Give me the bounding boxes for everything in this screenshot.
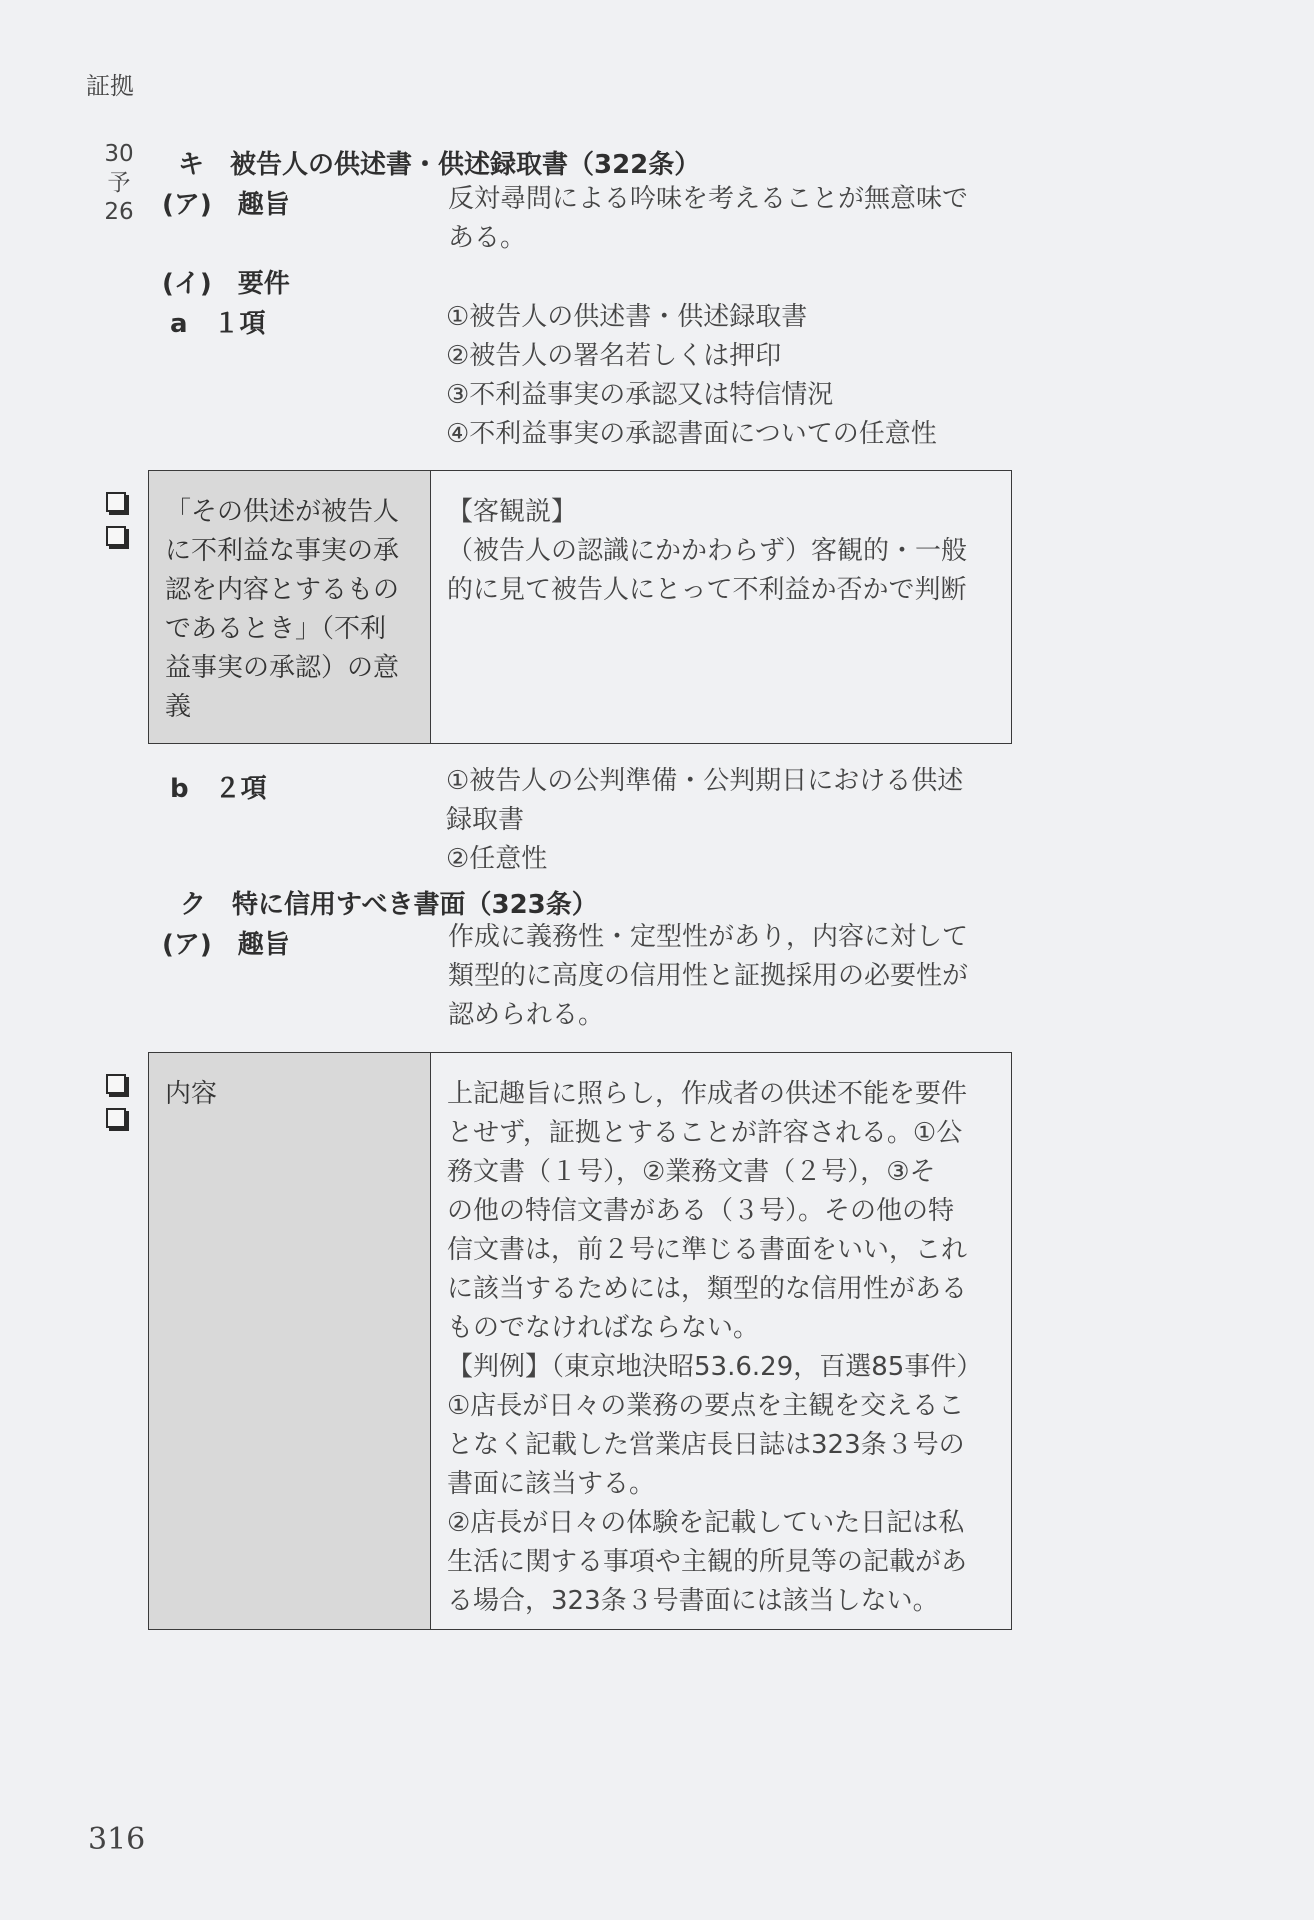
question-ref-number: 26	[104, 199, 134, 225]
text-line: とせず，証拠とすることが許容される。①公	[447, 1118, 963, 1148]
text-line: の他の特信文書がある（３号）。その他の特	[447, 1196, 955, 1226]
text-line: ある。	[448, 223, 527, 253]
definition-table	[148, 470, 1012, 744]
question-ref-type: 予	[107, 170, 131, 196]
content-term: 内容	[165, 1079, 218, 1109]
text-line: であるとき」（不利	[165, 614, 387, 644]
content-explanation	[447, 1075, 1007, 1621]
review-checkbox[interactable]	[106, 492, 126, 512]
sub-b-label: b ２項	[170, 774, 267, 804]
section-ku-title: ク 特に信用すべき書面（323条）	[180, 890, 598, 920]
page-number: 316	[88, 1822, 146, 1857]
review-checkbox[interactable]	[106, 1074, 126, 1094]
section-ki-title: キ 被告人の供述書・供述録取書（322条）	[178, 150, 701, 180]
case-citation: 【判例】（東京地決昭53.6.29，百選85事件）	[447, 1352, 983, 1382]
list-item: ②任意性	[446, 844, 548, 874]
text-line: 認められる。	[448, 1000, 605, 1030]
sub-a-list	[446, 298, 1006, 454]
text-line: 義	[165, 692, 192, 722]
text-line: 類型的に高度の信用性と証拠採用の必要性が	[448, 961, 969, 991]
section-ki-purpose-label: (ア) 趣旨	[162, 190, 290, 220]
text-line: 信文書は，前２号に準じる書面をいい，これ	[447, 1235, 968, 1265]
section-ku-purpose-label: (ア) 趣旨	[162, 930, 290, 960]
text-line: 書面に該当する。	[447, 1469, 656, 1499]
section-ki-requirements-label: (イ) 要件	[162, 269, 290, 299]
question-reference	[104, 140, 134, 227]
content-term-cell	[149, 1053, 431, 1629]
question-ref-year: 30	[104, 141, 134, 167]
review-checkbox[interactable]	[106, 526, 126, 546]
text-line: 「その供述が被告人	[165, 497, 400, 527]
text-line: （被告人の認識にかかわらず）客観的・一般	[447, 536, 968, 566]
text-line: 【客観説】	[447, 497, 578, 527]
text-line: となく記載した営業店長日誌は323条３号の	[447, 1430, 965, 1460]
text-line: ②店長が日々の体験を記載していた日記は私	[447, 1508, 965, 1538]
text-line: る場合，323条３号書面には該当しない。	[447, 1586, 939, 1616]
text-line: 的に見て被告人にとって不利益か否かで判断	[447, 575, 967, 605]
text-line: に該当するためには，類型的な信用性がある	[447, 1274, 968, 1304]
text-line: 認を内容とするもの	[165, 575, 400, 605]
list-item: ①被告人の供述書・供述録取書	[446, 302, 808, 332]
text-line: に不利益な事実の承	[165, 536, 400, 566]
list-item: ④不利益事実の承認書面についての任意性	[446, 419, 937, 449]
text-line: 作成に義務性・定型性があり，内容に対して	[448, 922, 969, 952]
definition-explanation	[447, 493, 1007, 610]
text-line: 生活に関する事項や主観的所見等の記載があ	[447, 1547, 968, 1577]
text-line: ①店長が日々の業務の要点を主観を交えるこ	[447, 1391, 965, 1421]
text-line: ものでなければならない。	[447, 1313, 760, 1343]
sub-a-label: a １項	[170, 309, 266, 339]
definition-term	[165, 493, 421, 727]
content-table	[148, 1052, 1012, 1630]
section-ku-purpose-text	[448, 918, 1008, 1035]
text-line: 上記趣旨に照らし，作成者の供述不能を要件	[447, 1079, 968, 1109]
running-header: 証拠	[86, 72, 134, 100]
text-line: 反対尋問による吟味を考えることが無意味で	[448, 184, 969, 214]
text-line: 務文書（１号），②業務文書（２号），③そ	[447, 1157, 936, 1187]
sub-b-list	[446, 762, 1006, 879]
list-item: 録取書	[446, 805, 525, 835]
section-ki-purpose-text	[448, 180, 1008, 258]
list-item: ①被告人の公判準備・公判期日における供述	[446, 766, 964, 796]
text-line: 益事実の承認）の意	[165, 653, 400, 683]
list-item: ②被告人の署名若しくは押印	[446, 341, 782, 371]
review-checkbox[interactable]	[106, 1108, 126, 1128]
list-item: ③不利益事実の承認又は特信情況	[446, 380, 834, 410]
